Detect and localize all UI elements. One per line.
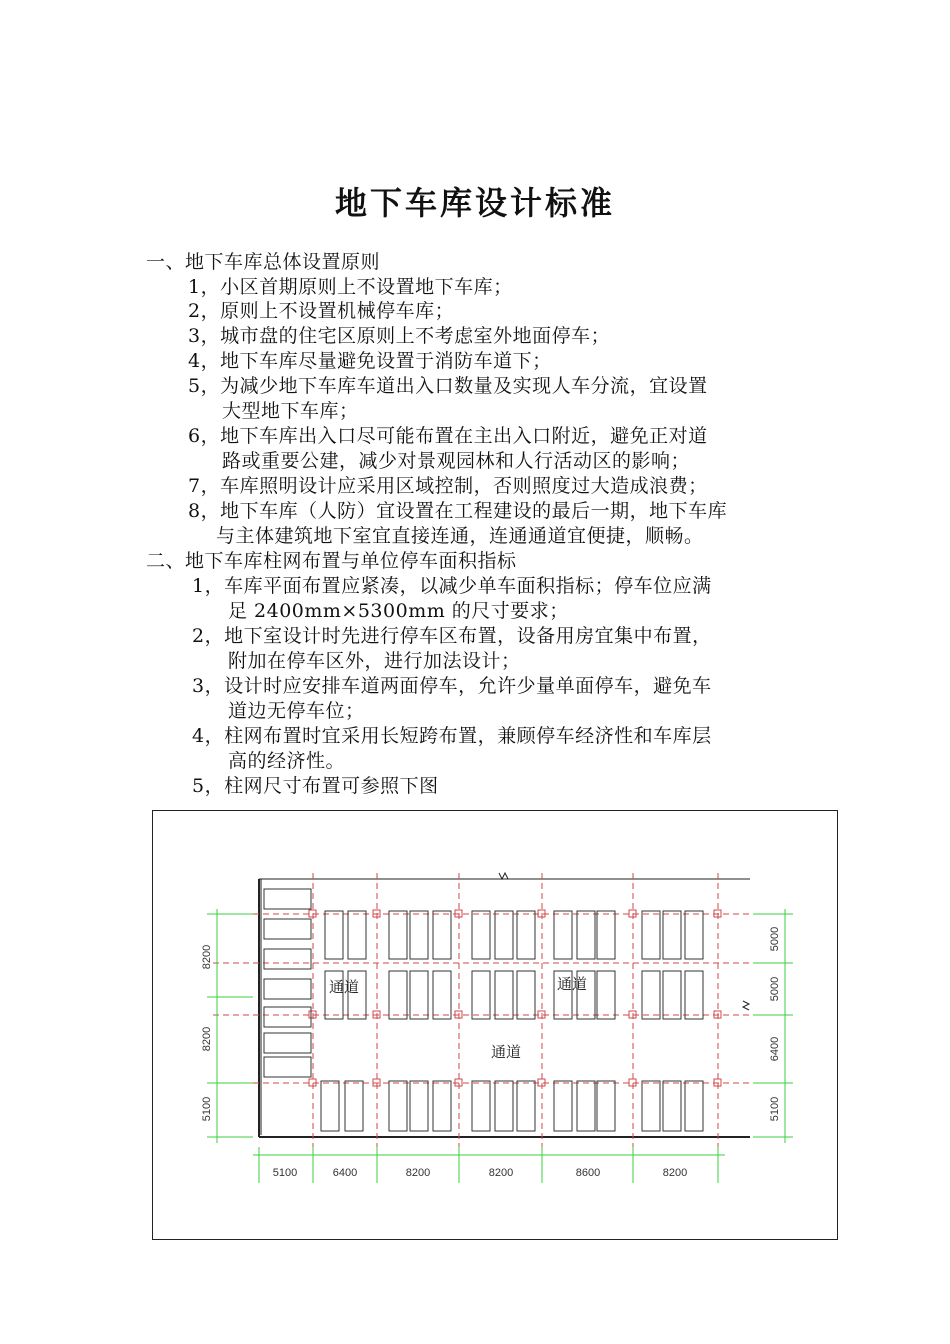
dim-label-right: 5100 (769, 1096, 781, 1122)
parking-stall (495, 1081, 513, 1131)
parking-stall (410, 911, 428, 959)
parking-stall (264, 889, 311, 909)
dim-label-bottom: 8200 (662, 1167, 688, 1179)
dim-label-bottom: 6400 (332, 1167, 358, 1179)
dim-label-left: 8200 (201, 944, 213, 970)
parking-stall (685, 911, 703, 959)
parking-stall (433, 911, 451, 959)
road-label: 通道 (557, 975, 588, 993)
list-item-continuation: 与主体建筑地下室宜直接连通，连通通道宜便捷，顺畅。 (216, 525, 704, 547)
dim-label-left: 5100 (201, 1096, 213, 1122)
list-item: 3，设计时应安排车道两面停车，允许少量单面停车，避免车 (192, 675, 712, 697)
parking-stall (597, 911, 615, 959)
parking-stall (410, 1081, 428, 1131)
parking-stall (345, 1081, 363, 1131)
dim-label-right: 5000 (769, 976, 781, 1002)
parking-stall (472, 971, 490, 1019)
parking-stall (495, 971, 513, 1019)
list-item: 5，为减少地下车库车道出入口数量及实现人车分流，宜设置 (188, 375, 708, 397)
list-item-continuation: 道边无停车位； (228, 700, 365, 722)
parking-stall (410, 971, 428, 1019)
parking-stall (264, 1033, 311, 1053)
list-item: 2，原则上不设置机械停车库； (188, 300, 455, 322)
parking-stall (321, 1081, 339, 1131)
road-label: 通道 (329, 978, 360, 996)
list-item-continuation: 路或重要公建，减少对景观园林和人行活动区的影响； (222, 450, 691, 472)
garage-walls (259, 873, 750, 1137)
parking-stall (433, 971, 451, 1019)
parking-stall (495, 911, 513, 959)
dim-label-right: 6400 (769, 1036, 781, 1062)
parking-stall (685, 1081, 703, 1131)
parking-stall (597, 1081, 615, 1131)
break-symbol-top (499, 873, 508, 879)
parking-stall (642, 911, 660, 959)
parking-stall (663, 1081, 681, 1131)
list-item: 1，车库平面布置应紧凑，以减少单车面积指标；停车位应满 (192, 575, 712, 597)
list-item: 6，地下车库出入口尽可能布置在主出入口附近，避免正对道 (188, 425, 708, 447)
parking-stall (264, 979, 311, 999)
parking-stall (389, 911, 407, 959)
parking-stall (642, 1081, 660, 1131)
dim-label-bottom: 8200 (405, 1167, 431, 1179)
parking-stall (517, 911, 535, 959)
dim-label-left: 8200 (201, 1026, 213, 1052)
section-heading-1: 一、地下车库总体设置原则 (146, 251, 381, 273)
list-item: 7，车库照明设计应采用区域控制，否则照度过大造成浪费； (188, 475, 708, 497)
dim-label-bottom: 8600 (575, 1167, 601, 1179)
break-symbol-right (743, 1001, 749, 1010)
dim-label-bottom: 8200 (488, 1167, 514, 1179)
list-item-continuation: 附加在停车区外，进行加法设计； (228, 650, 521, 672)
page-title: 地下车库设计标准 (334, 184, 615, 222)
list-item: 2，地下室设计时先进行停车区布置，设备用房宜集中布置， (192, 625, 712, 647)
dim-label-right: 5000 (769, 926, 781, 952)
list-item-continuation: 高的经济性。 (228, 750, 346, 772)
parking-stall (663, 971, 681, 1019)
parking-stall (433, 1081, 451, 1131)
parking-stall (348, 911, 366, 959)
parking-stall (472, 1081, 490, 1131)
parking-stall (264, 1007, 311, 1027)
parking-stall (685, 971, 703, 1019)
parking-stall (389, 971, 407, 1019)
road-label: 通道 (491, 1043, 522, 1061)
list-item: 1，小区首期原则上不设置地下车库； (188, 276, 513, 298)
column-grid (213, 873, 793, 1151)
parking-stall (597, 971, 615, 1019)
parking-stall (325, 911, 343, 959)
parking-stall (264, 1057, 311, 1077)
list-item: 4，柱网布置时宜采用长短跨布置，兼顾停车经济性和车库层 (192, 725, 712, 747)
list-item: 5，柱网尺寸布置可参照下图 (192, 775, 439, 797)
list-item-continuation: 大型地下车库； (222, 400, 359, 422)
parking-stall (472, 911, 490, 959)
parking-stall (554, 911, 572, 959)
list-item: 3，城市盘的住宅区原则上不考虑室外地面停车； (188, 325, 611, 347)
section-heading-2: 二、地下车库柱网布置与单位停车面积指标 (146, 550, 517, 572)
dim-label-bottom: 5100 (272, 1167, 298, 1179)
parking-stall (663, 911, 681, 959)
parking-stall (264, 919, 311, 939)
parking-stall (577, 911, 595, 959)
parking-stall (264, 949, 311, 969)
list-item-continuation: 足 2400mm×5300mm 的尺寸要求； (228, 600, 569, 622)
column-grid-figure (152, 810, 838, 1240)
parking-stall (554, 1081, 572, 1131)
parking-stall (577, 1081, 595, 1131)
parking-stall (642, 971, 660, 1019)
parking-stall (389, 1081, 407, 1131)
column-grid-drawing (153, 811, 839, 1241)
list-item: 4，地下车库尽量避免设置于消防车道下； (188, 350, 552, 372)
list-item: 8，地下车库（人防）宜设置在工程建设的最后一期，地下车库 (188, 500, 728, 522)
parking-stalls (264, 889, 703, 1131)
parking-stall (517, 971, 535, 1019)
parking-stall (517, 1081, 535, 1131)
